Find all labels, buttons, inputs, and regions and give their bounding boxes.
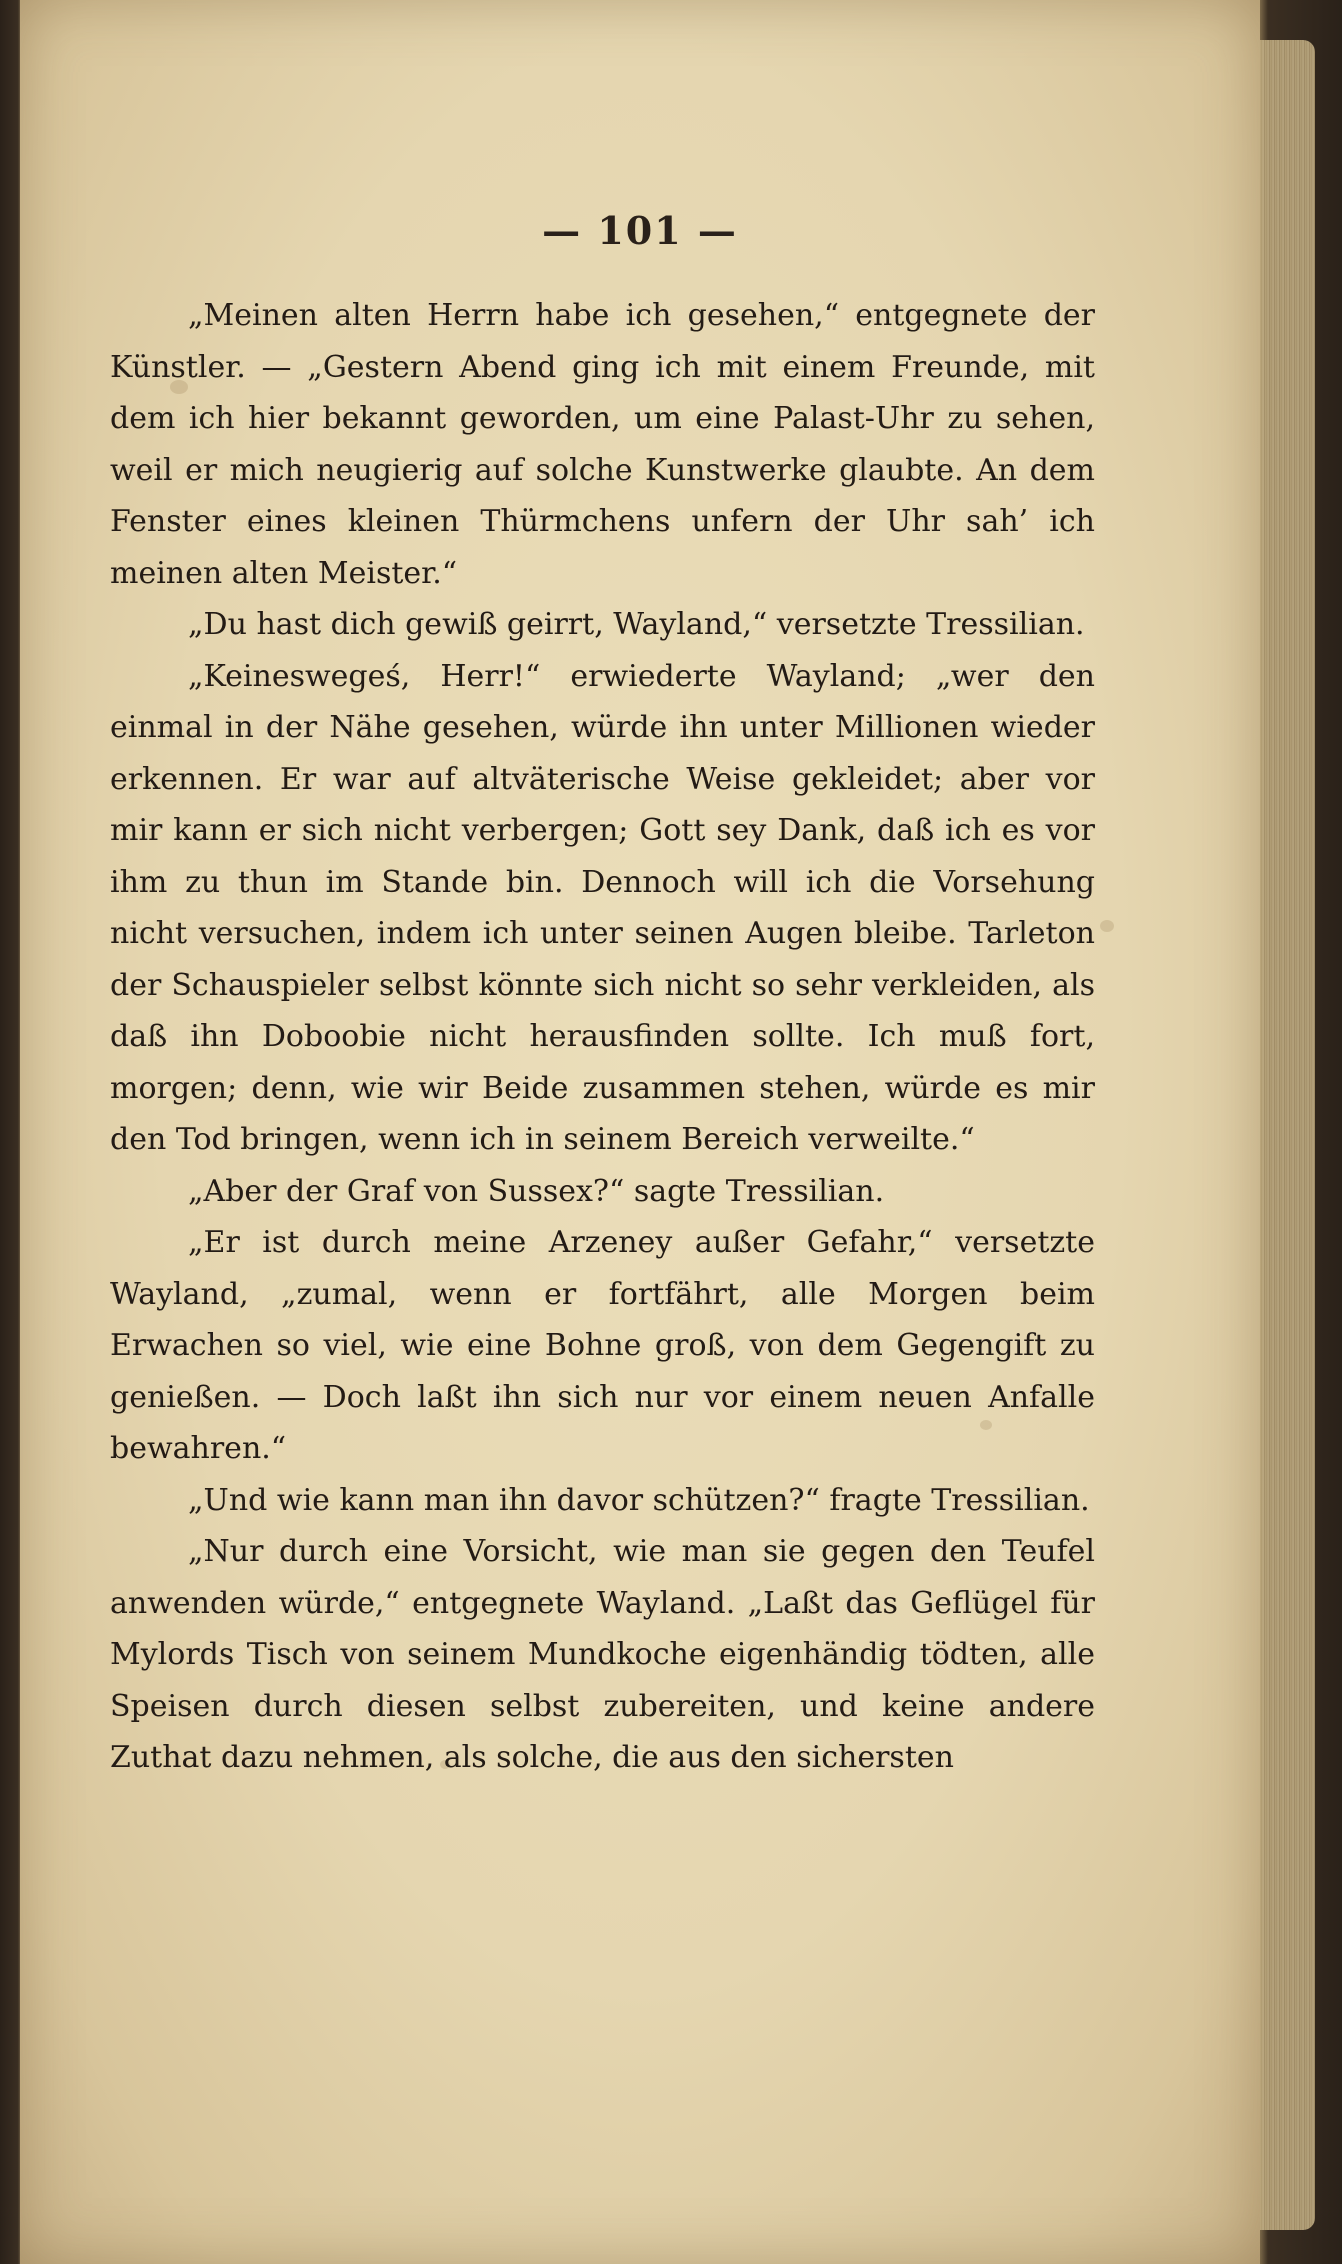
paragraph: „Aber der Graf von Sussex?“ sagte Tressilian. xyxy=(188,1173,885,1209)
foxing-spot xyxy=(1100,920,1114,932)
paragraph: „Und wie kann man ihn davor schützen?“ fragte Tressilian. xyxy=(188,1482,1090,1518)
page-paper xyxy=(20,0,1260,2264)
paragraph: „Er ist durch meine Arzeney außer Gefahr,“ versetzte Wayland, „zumal, wenn er fortfährt, alle Morgen beim Erwachen so viel, wie eine Bohne groß, von dem Gegengift zu genießen. — Doch laßt ihn sich nur vor einem neuen Anfalle bewahren.“ xyxy=(110,1225,1095,1466)
paragraph: „Nur durch eine Vorsicht, wie man sie gegen den Teufel anwenden würde,“ entgegnete Wayland. „Laßt das Geflügel für Mylords Tisch von seinem Mundkoche eigenhändig tödten, alle Speisen durch diesen selbst zubereiten, und keine andere Zuthat dazu nehmen, als solche, die aus den sichersten xyxy=(110,1534,1095,1775)
paragraph: „Keineswegeś, Herr!“ erwiederte Wayland; „wer den einmal in der Nähe gesehen, würde ihn unter Millionen wieder erkennen. Er war auf altväterische Weise gekleidet; aber vor mir kann er sich nicht verbergen; Gott sey Dank, daß ich es vor ihm zu thun im Stande bin. Dennoch will ich die Vorsehung nicht versuchen, indem ich unter seinen Augen bleibe. Tarleton der Schauspieler selbst könnte sich nicht so sehr verkleiden, als daß ihn Doboobie nicht herausfinden sollte. Ich muß fort, morgen; denn, wie wir Beide zusammen stehen, würde es mir den Tod bringen, wenn ich in seinem Bereich verweilte.“ xyxy=(110,658,1095,1157)
paragraph: „Du hast dich gewiß geirrt, Wayland,“ versetzte Tressilian. xyxy=(188,607,1085,642)
body-text xyxy=(110,290,1095,1784)
page-number-header: — 101 — xyxy=(542,208,738,253)
paragraph: „Meinen alten Herrn habe ich gesehen,“ entgegnete der Künstler. — „Gestern Abend ging ich mit einem Freunde, mit dem ich hier bekannt geworden, um eine Palast-Uhr zu sehen, weil er mich neugierig auf solche Kunstwerke glaubte. An dem Fenster eines kleinen Thürmchens unfern der Uhr sah’ ich meinen alten Meister.“ xyxy=(110,298,1095,591)
